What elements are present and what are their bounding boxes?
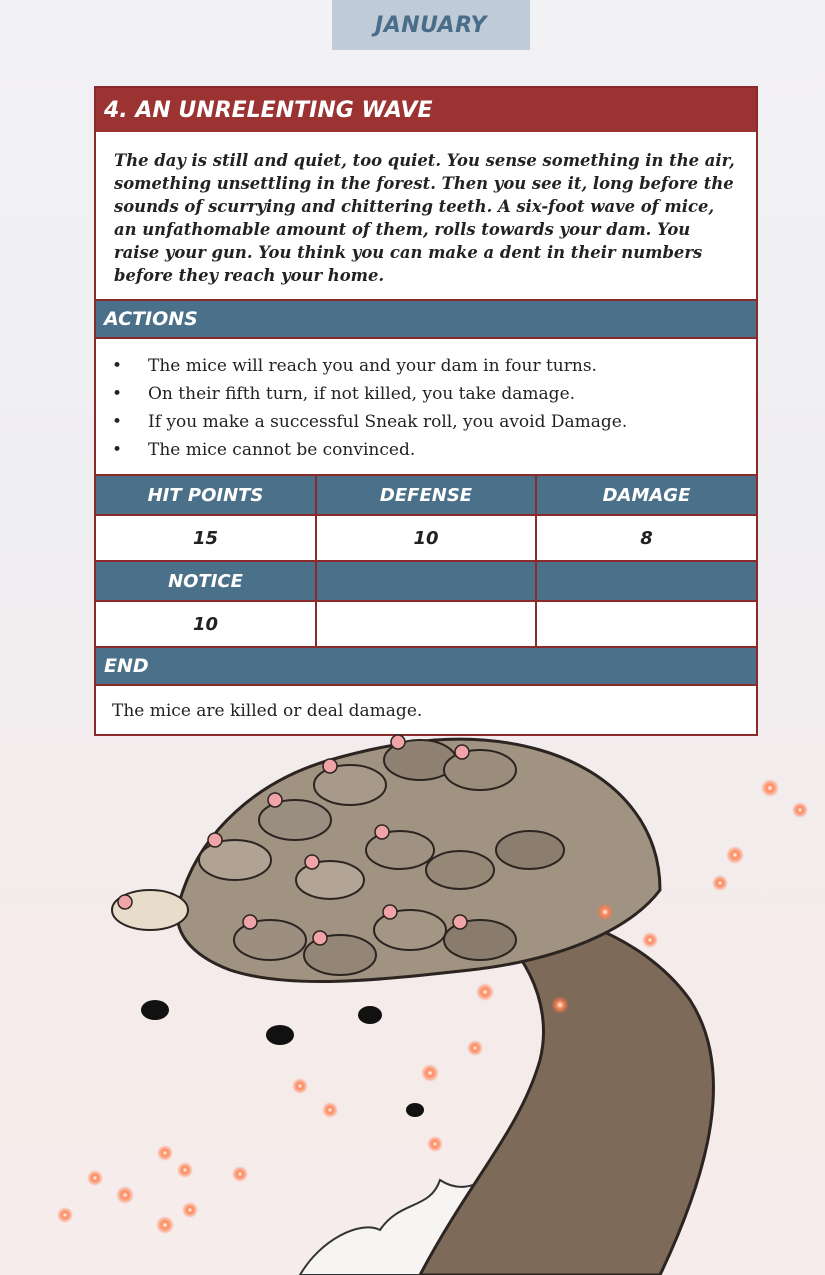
damage-header: DAMAGE [536,476,756,515]
actions-heading: ACTIONS [96,301,756,339]
list-item [96,408,756,436]
list-item [96,380,756,408]
hit-points-value: 15 [96,515,316,561]
actions-list [96,339,756,476]
encounter-card [94,86,758,736]
empty-value-cell [536,601,756,647]
empty-value-cell [316,601,536,647]
empty-header-cell [536,561,756,601]
notice-header: NOTICE [96,561,316,601]
encounter-title: 4. AN UNRELENTING WAVE [96,88,756,132]
bullet: • [112,412,123,432]
notice-value: 10 [96,601,316,647]
stats-value-row [96,515,756,561]
encounter-intro: The day is still and quiet, too quiet. You sense something in the air, something unsettling in the forest. Then you see it, long before the sounds of scurrying and chittering teeth. A six-foot wave of mice, an unfathomable amount of them, rolls towards your dam. You raise your gun. You think you can make a dent in their numbers before they reach your home. [96,132,756,301]
action-text: On their fifth turn, if not killed, you take damage. [148,384,576,404]
empty-header-cell [316,561,536,601]
end-heading: END [96,648,756,686]
mice-wave-illustration [0,700,825,1275]
list-item [96,352,756,380]
stats-value-row-2 [96,601,756,647]
stats-table [96,476,756,648]
month-tab [332,0,530,50]
end-text: The mice are killed or deal damage. [112,701,423,721]
bullet: • [112,440,123,460]
bullet: • [112,356,123,376]
action-text: The mice will reach you and your dam in four turns. [148,356,597,376]
hit-points-header: HIT POINTS [96,476,316,515]
falling-mice-silhouettes [141,1000,424,1117]
bullet: • [112,384,123,404]
month-label: JANUARY [375,12,487,38]
defense-value: 10 [316,515,536,561]
list-item [96,436,756,464]
action-text: If you make a successful Sneak roll, you avoid Damage. [148,412,628,432]
stats-header-row-2 [96,561,756,601]
stats-header-row [96,476,756,515]
defense-header: DEFENSE [316,476,536,515]
damage-value: 8 [536,515,756,561]
action-text: The mice cannot be convinced. [148,440,416,460]
